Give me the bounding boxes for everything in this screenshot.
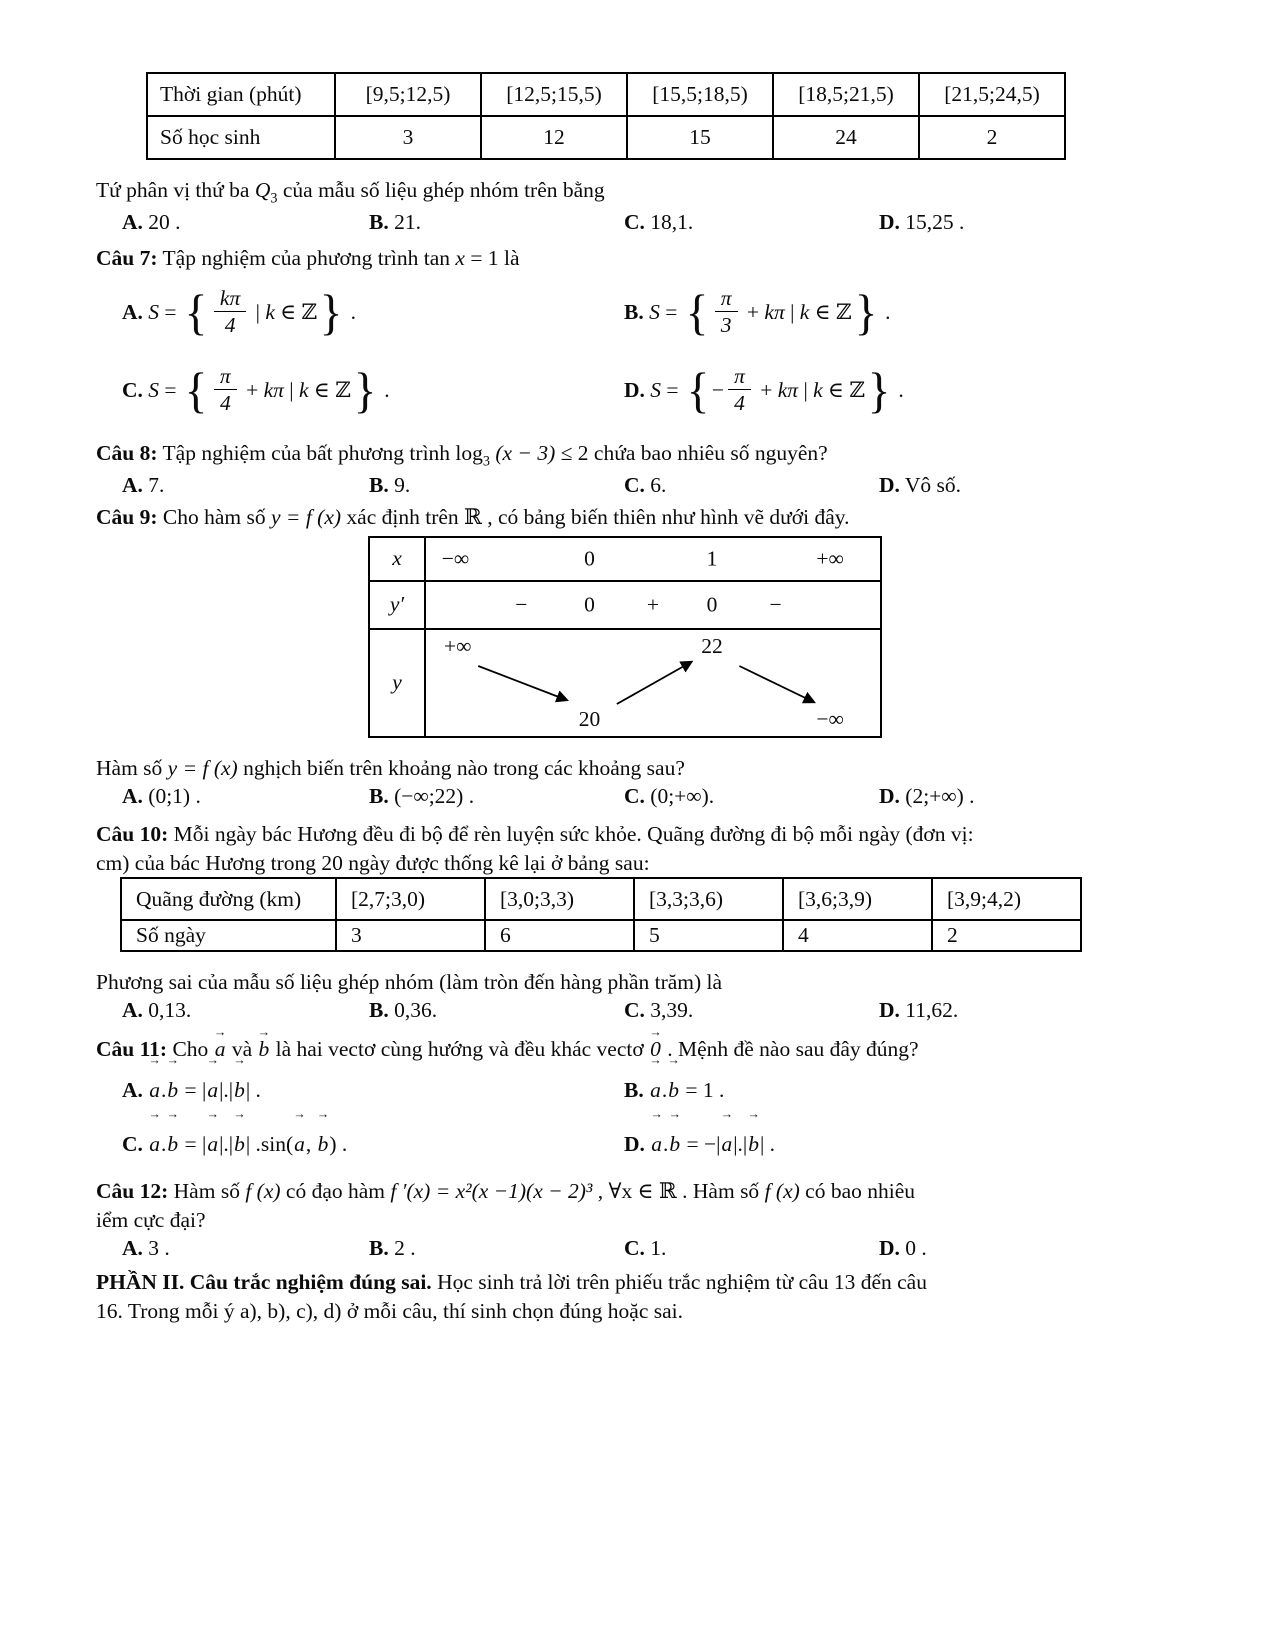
question-8-stem: Câu 8: Tập nghiệm của bất phương trình $\log_3 (x - 3) \le 2$ chứa bao nhiêu số nguyên?	[96, 440, 828, 470]
yprime-row-values	[426, 582, 880, 628]
table-row	[121, 878, 1081, 920]
option-8a: A. 7.	[122, 472, 165, 497]
option-8d: D. Vô số.	[879, 472, 962, 497]
table-cell: [3,6;3,9)	[783, 878, 932, 920]
table-row	[147, 73, 1065, 116]
arrow-decrease-icon	[478, 666, 566, 700]
question-11-stem: Câu 11: Cho a → và b → là hai vectơ cùng hướng và đều khác vectơ 0 → . Mệnh đề nào sau đây đúng?	[96, 1035, 1184, 1063]
option-9a: A. (0;1) .	[122, 783, 201, 808]
table-cell: [2,7;3,0)	[336, 878, 485, 920]
table-row	[147, 116, 1065, 159]
option-7d: D. S = { − $\frac{\pi}{4}$ + kπ | k ∈ ℤ} .	[624, 361, 904, 418]
question-7-stem: Câu 7: Tập nghiệm của phương trình tan x = 1 là	[96, 246, 520, 271]
question-12-options	[122, 1234, 1184, 1262]
question-6-options	[122, 208, 1184, 236]
option-6c: C. 18,1.	[624, 210, 694, 235]
arrow-decrease-icon	[739, 666, 813, 702]
variation-table-y-row	[370, 630, 880, 736]
question-9-subquestion: Hàm số y = f (x) nghịch biến trên khoảng nào trong các khoảng sau?	[96, 755, 685, 780]
question-8-options	[122, 471, 1184, 499]
time-frequency-table	[146, 72, 1066, 160]
option-6a: A. 20 .	[122, 210, 181, 235]
question-12-stem-line2: iểm cực đại?	[96, 1207, 206, 1232]
option-6d: D. 15,25 .	[879, 210, 965, 235]
yprime-row-label	[370, 582, 426, 628]
table-cell: 4	[783, 920, 932, 951]
question-9-stem: Câu 9: Cho hàm số y = f (x) xác định trên ℝ , có bảng biến thiên như hình vẽ dưới đây.	[96, 505, 850, 530]
table-cell: [3,3;3,6)	[634, 878, 783, 920]
table-cell: [3,0;3,3)	[485, 878, 634, 920]
table-cell: [12,5;15,5)	[481, 73, 627, 116]
y-row-label	[370, 630, 426, 736]
table-cell: [15,5;18,5)	[627, 73, 773, 116]
x-row-values	[426, 538, 880, 580]
option-7c: C. S = { $\frac{\pi}{4}$ + kπ | k ∈ ℤ} .	[122, 361, 390, 418]
table-cell: 2	[919, 116, 1065, 159]
table-cell: 15	[627, 116, 773, 159]
part2-heading-line1: PHẦN II. Câu trắc nghiệm đúng sai. Học sinh trả lời trên phiếu trắc nghiệm từ câu 13 đến câu	[96, 1270, 927, 1295]
option-7b: B. S = { $\frac{\pi}{3}$ + kπ | k ∈ ℤ} .	[624, 283, 891, 340]
variation-table	[368, 536, 882, 738]
option-10b: B. 0,36.	[369, 998, 438, 1023]
question-6-stem: Tứ phân vị thứ ba $Q_3$ của mẫu số liệu ghép nhóm trên bằng	[96, 178, 605, 207]
table-cell: 3	[335, 116, 481, 159]
y-label: y	[392, 670, 402, 695]
question-10-subquestion: Phương sai của mẫu số liệu ghép nhóm (làm tròn đến hàng phần trăm) là	[96, 970, 723, 995]
table-cell: [21,5;24,5)	[919, 73, 1065, 116]
option-9d: D. (2;+∞) .	[879, 783, 975, 808]
table-cell: [3,9;4,2)	[932, 878, 1081, 920]
arrow-increase-icon	[617, 662, 691, 704]
table-cell: 24	[773, 116, 919, 159]
table-cell: Số học sinh	[147, 116, 335, 159]
table-cell: [9,5;12,5)	[335, 73, 481, 116]
distance-frequency-table	[120, 877, 1082, 952]
question-10-options	[122, 996, 1184, 1024]
exam-content	[96, 72, 1184, 1325]
x-value: 1	[706, 546, 718, 571]
option-10c: C. 3,39.	[624, 998, 694, 1023]
table-cell: 3	[336, 920, 485, 951]
option-11b: B. a →.b → = 1 .	[624, 1063, 1184, 1117]
option-11d: D. a →.b → = −|a →|.|b →| .	[624, 1117, 1184, 1171]
option-7a: A. S = { $\frac{k\pi}{4}$ | k ∈ ℤ} .	[122, 283, 356, 340]
option-12c: C. 1.	[624, 1235, 667, 1260]
y-limit-top-left: +∞	[444, 633, 472, 658]
part2-heading-line2: 16. Trong mỗi ý a), b), c), d) ở mỗi câu, thí sinh chọn đúng hoặc sai.	[96, 1298, 684, 1323]
table-cell: Số ngày	[121, 920, 336, 951]
sign-value: +	[646, 592, 660, 617]
table-cell: Thời gian (phút)	[147, 73, 335, 116]
table-row	[121, 920, 1081, 951]
option-9c: C. (0;+∞).	[624, 783, 715, 808]
question-12-stem-line1: Câu 12: Hàm số f (x) có đạo hàm f ′(x) = x²(x −1)(x − 2)³ , ∀x ∈ ℝ . Hàm số f (x) có bao nhiêu	[96, 1179, 916, 1204]
table-cell: 12	[481, 116, 627, 159]
option-8c: C. 6.	[624, 472, 667, 497]
y-local-min: 20	[578, 706, 601, 731]
option-6b: B. 21.	[369, 210, 421, 235]
yprime-label: y′	[389, 592, 405, 617]
option-10d: D. 11,62.	[879, 998, 959, 1023]
y-limit-bottom-right: −∞	[816, 706, 844, 731]
option-11a: A. a →.b → = |a →|.|b →| .	[122, 1063, 624, 1117]
x-row-label	[370, 538, 426, 580]
option-12b: B. 2 .	[369, 1235, 416, 1260]
sign-value: 0	[706, 592, 718, 617]
table-cell: 2	[932, 920, 1081, 951]
question-10-stem-line1: Câu 10: Mỗi ngày bác Hương đều đi bộ để rèn luyện sức khỏe. Quãng đường đi bộ mỗi ngày (đơn vị:	[96, 822, 974, 847]
variation-table-x-row	[370, 538, 880, 582]
option-10a: A. 0,13.	[122, 998, 192, 1023]
option-12a: A. 3 .	[122, 1235, 170, 1260]
option-12d: D. 0 .	[879, 1235, 927, 1260]
option-9b: B. (−∞;22) .	[369, 783, 475, 808]
sign-value: −	[769, 592, 782, 617]
question-9-options	[122, 782, 1184, 810]
question-7-options	[122, 273, 1184, 429]
x-value: +∞	[816, 546, 844, 571]
x-label: x	[392, 546, 402, 571]
variation-table-yprime-row	[370, 582, 880, 630]
y-local-max: 22	[701, 633, 723, 658]
variation-arrows	[426, 630, 880, 736]
table-cell: 5	[634, 920, 783, 951]
sign-value: −	[515, 592, 528, 617]
question-11-options	[122, 1063, 1184, 1171]
sign-value: 0	[584, 592, 595, 617]
x-value: 0	[584, 546, 595, 571]
x-value: −∞	[441, 546, 470, 571]
option-11c: C. a →.b → = |a →|.|b →| .sin(a →, b →) .	[122, 1117, 624, 1171]
table-cell: Quãng đường (km)	[121, 878, 336, 920]
option-8b: B. 9.	[369, 472, 411, 497]
question-10-stem-line2: cm) của bác Hương trong 20 ngày được thống kê lại ở bảng sau:	[96, 850, 650, 875]
table-cell: 6	[485, 920, 634, 951]
y-row-values	[426, 630, 880, 736]
table-cell: [18,5;21,5)	[773, 73, 919, 116]
